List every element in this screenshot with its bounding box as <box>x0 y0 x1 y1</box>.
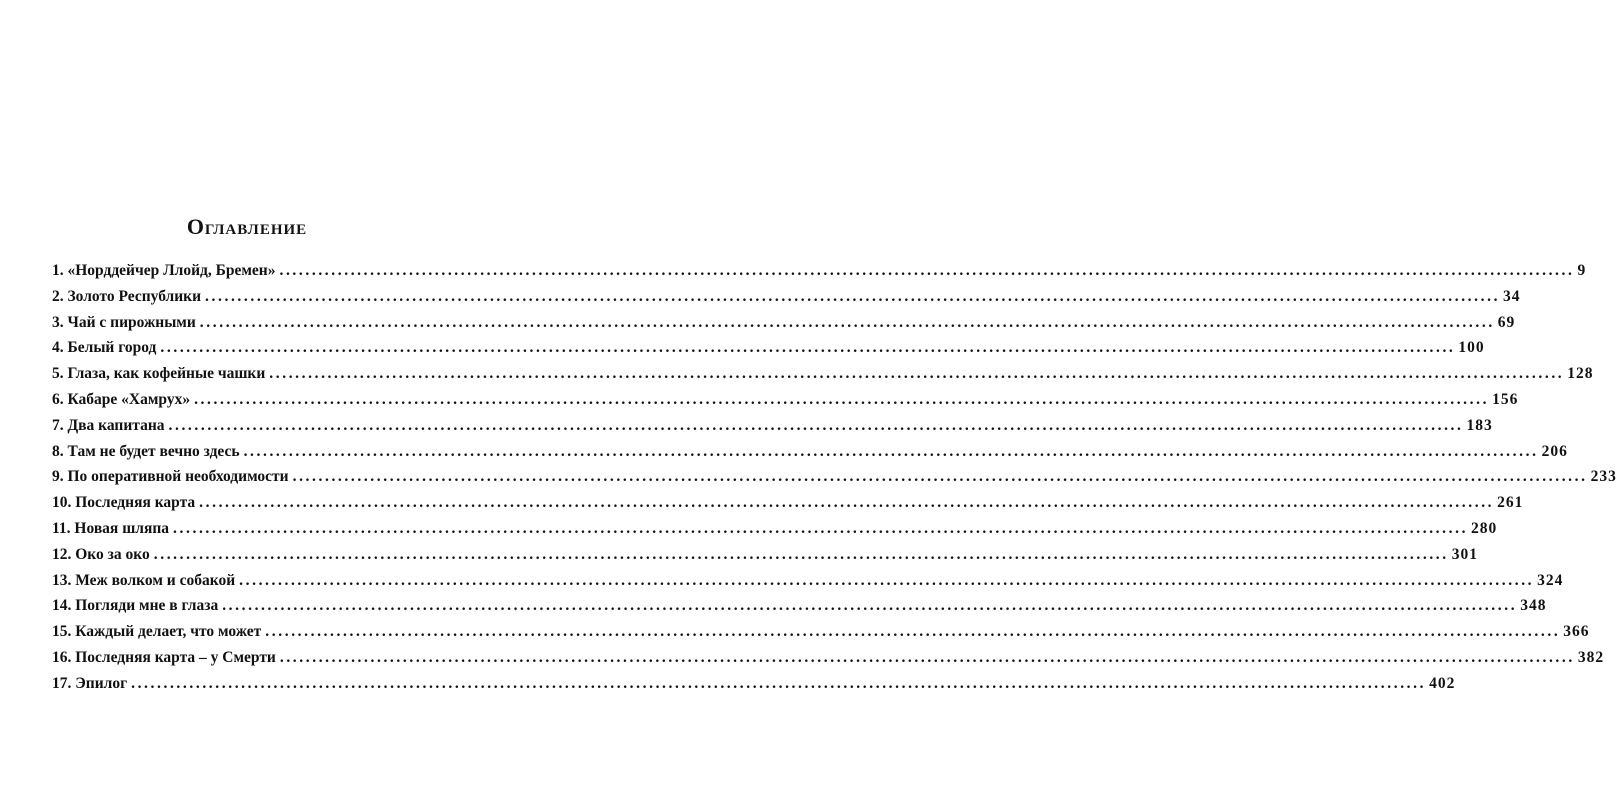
toc-entry-label: 12. Око за око <box>52 545 150 563</box>
toc-entry-page: 233 <box>1590 468 1617 486</box>
toc-entry-label: 9. По оперативной необходимости <box>52 468 289 486</box>
dot-leader: ........................................................................................................................................................................................................ <box>243 442 1539 460</box>
toc-entry-page: 348 <box>1520 597 1547 615</box>
dot-leader: ........................................................................................................................................................................................................ <box>222 597 1518 615</box>
toc-entry-label: 10. Последняя карта <box>52 494 196 512</box>
dot-leader: ........................................................................................................................................................................................................ <box>265 623 1561 641</box>
toc-entry <box>52 258 1587 284</box>
toc-entry-page: 261 <box>1497 494 1524 512</box>
toc-entry-label: 16. Последняя карта – у Смерти <box>52 648 276 666</box>
toc-entry <box>52 310 1516 336</box>
dot-leader: ........................................................................................................................................................................................................ <box>168 416 1464 434</box>
dot-leader: ........................................................................................................................................................................................................ <box>279 648 1575 666</box>
toc-entry-label: 13. Меж волком и собакой <box>52 571 236 589</box>
toc-entry <box>52 516 1498 542</box>
toc-entry-page: 301 <box>1451 545 1478 563</box>
dot-leader: ........................................................................................................................................................................................................ <box>269 365 1565 383</box>
toc-entry-label: 5. Глаза, как кофейные чашки <box>52 365 266 383</box>
toc-entry <box>52 464 1617 490</box>
toc-entry <box>52 645 1605 671</box>
toc-entry <box>52 671 1456 697</box>
toc-entry-page: 128 <box>1567 365 1594 383</box>
toc-entry-label: 17. Эпилог <box>52 674 128 692</box>
toc-entry <box>52 568 1564 594</box>
toc-entry-page: 183 <box>1466 416 1493 434</box>
dot-leader: ........................................................................................................................................................................................................ <box>205 287 1501 305</box>
toc-entry-label: 11. Новая шляпа <box>52 519 170 537</box>
dot-leader: ........................................................................................................................................................................................................ <box>173 519 1469 537</box>
toc-entry <box>52 593 1547 619</box>
toc-entry-page: 382 <box>1577 648 1605 666</box>
toc-entry-page: 280 <box>1471 519 1498 537</box>
dot-leader: ........................................................................................................................................................................................................ <box>279 262 1575 279</box>
page-title: Оглавление <box>186 214 308 239</box>
toc-entry-page: 100 <box>1458 339 1485 357</box>
toc-entry-page: 366 <box>1563 623 1590 641</box>
toc-entry-page: 402 <box>1429 674 1456 692</box>
table-of-contents <box>52 258 1617 697</box>
toc-entry-page: 206 <box>1541 442 1568 460</box>
dot-leader: ........................................................................................................................................................................................................ <box>160 339 1456 357</box>
toc-entry <box>52 387 1519 413</box>
toc-entry-label: 6. Кабаре «Хамрух» <box>52 390 191 408</box>
dot-leader: ........................................................................................................................................................................................................ <box>199 494 1495 512</box>
dot-leader: ........................................................................................................................................................................................................ <box>194 390 1490 408</box>
toc-entry <box>52 490 1524 516</box>
toc-entry-page: 156 <box>1492 390 1519 408</box>
toc-entry-label: 7. Два капитана <box>52 416 165 434</box>
toc-entry-page: 34 <box>1503 287 1521 305</box>
toc-entry-label: 1. «Норддейчер Ллойд, Бремен» <box>52 262 276 279</box>
dot-leader: ........................................................................................................................................................................................................ <box>292 468 1588 486</box>
toc-entry-label: 4. Белый город <box>52 339 157 357</box>
toc-entry <box>52 439 1568 465</box>
dot-leader: ........................................................................................................................................................................................................ <box>239 571 1535 589</box>
toc-entry <box>52 413 1493 439</box>
dot-leader: ........................................................................................................................................................................................................ <box>153 545 1449 563</box>
toc-entry-page: 9 <box>1577 262 1587 279</box>
toc-entry-page: 69 <box>1497 313 1516 331</box>
toc-entry <box>52 361 1594 387</box>
toc-entry <box>52 284 1521 310</box>
toc-entry <box>52 542 1478 568</box>
toc-entry-label: 8. Там не будет вечно здесь <box>52 442 240 460</box>
toc-entry <box>52 619 1590 645</box>
dot-leader: ........................................................................................................................................................................................................ <box>199 313 1495 331</box>
toc-entry-label: 2. Золото Республики <box>52 287 202 305</box>
toc-entry <box>52 335 1485 361</box>
toc-entry-label: 3. Чай с пирожными <box>52 313 196 331</box>
dot-leader: ........................................................................................................................................................................................................ <box>131 674 1427 692</box>
toc-entry-label: 14. Погляди мне в глаза <box>52 597 219 615</box>
toc-entry-page: 324 <box>1537 571 1564 589</box>
toc-entry-label: 15. Каждый делает, что может <box>52 623 262 641</box>
